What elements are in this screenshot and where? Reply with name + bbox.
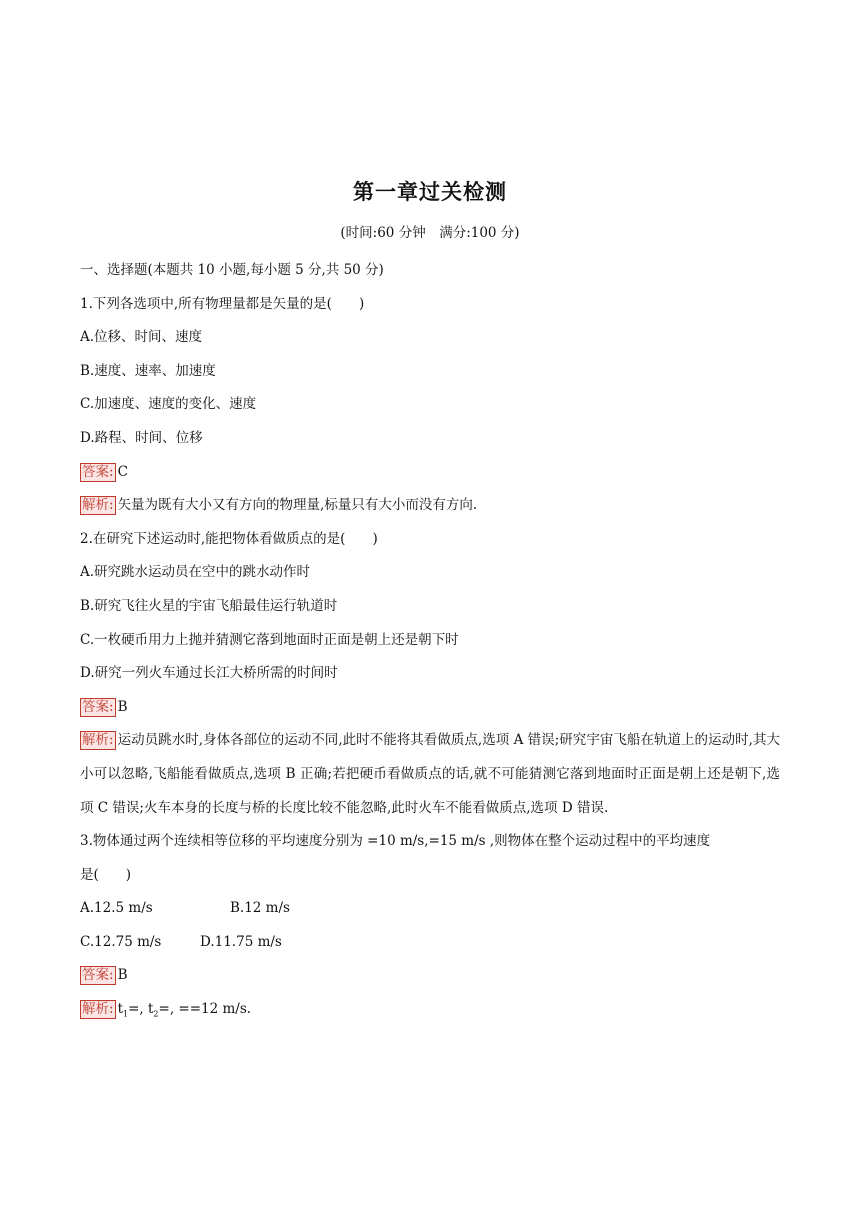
question-3-analysis bbox=[80, 993, 780, 1027]
question-1-option-d: D.路程、时间、位移 bbox=[80, 429, 203, 446]
question-3-options-row-2 bbox=[80, 926, 780, 960]
question-1-option-a: A.位移、时间、速度 bbox=[80, 329, 203, 346]
question-2-option-a: A.研究跳水运动员在空中的跳水动作时 bbox=[80, 564, 311, 581]
question-3-option-a: A.12.5 m/s bbox=[80, 900, 153, 917]
question-1-option-c: C.加速度、速度的变化、速度 bbox=[80, 396, 257, 413]
question-3-option-b: B.12 m/s bbox=[230, 900, 290, 917]
analysis-label: 解析: bbox=[82, 1001, 114, 1018]
answer-value: B bbox=[117, 698, 128, 715]
question-2-option-c: C.一枚硬币用力上抛并猜测它落到地面时正面是朝上还是朝下时 bbox=[80, 631, 459, 648]
question-3-answer bbox=[80, 959, 780, 993]
analysis-formula: $t_1=$, $t_2=$, ==12 m/s. bbox=[117, 1001, 252, 1019]
question-2-option-d: D.研究一列火车通过长江大桥所需的时间时 bbox=[80, 665, 338, 682]
answer-label: 答案: bbox=[82, 463, 114, 480]
answer-value: C bbox=[117, 463, 128, 480]
question-3-option-d: D.11.75 m/s bbox=[200, 933, 282, 950]
question-1-analysis bbox=[80, 489, 780, 523]
question-3-options-row-1 bbox=[80, 892, 780, 926]
question-1-option-b: B.速度、速率、加速度 bbox=[80, 362, 216, 379]
question-2-analysis bbox=[80, 724, 780, 825]
question-1-stem: 1.下列各选项中,所有物理量都是矢量的是( ) bbox=[80, 295, 365, 312]
answer-label: 答案: bbox=[82, 698, 114, 715]
exam-info: (时间:60 分钟 满分:100 分) bbox=[340, 225, 520, 241]
document-body bbox=[80, 254, 780, 1027]
question-2-answer bbox=[80, 691, 780, 725]
analysis-label: 解析: bbox=[82, 732, 114, 749]
answer-value: B bbox=[117, 967, 128, 984]
question-3-option-c: C.12.75 m/s bbox=[80, 933, 162, 950]
section-heading: 一、选择题(本题共 10 小题,每小题 5 分,共 50 分) bbox=[80, 262, 384, 278]
question-3-stem-cont: 是( ) bbox=[80, 866, 132, 883]
answer-label: 答案: bbox=[82, 967, 114, 984]
page-title: 第一章过关检测 bbox=[353, 180, 507, 204]
analysis-text: 运动员跳水时,身体各部位的运动不同,此时不能将其看做质点,选项 A 错误;研究宇宙飞船在轨道上的运动时,其大小可以忽略,飞船能看做质点,选项 B 正确;若把硬币看做质点的话,就不可能猜测它落到地面时正面是朝上还是朝下,选项 C 错误;火车本身的长度与桥的长度比较不能忽略,此时火车不能看做质点,选项 D 错误. bbox=[80, 732, 780, 816]
question-2-option-b: B.研究飞往火星的宇宙飞船最佳运行轨道时 bbox=[80, 597, 338, 614]
question-1-answer bbox=[80, 456, 780, 490]
analysis-text: 矢量为既有大小又有方向的物理量,标量只有大小而没有方向. bbox=[117, 497, 478, 514]
question-3-stem: 3.物体通过两个连续相等位移的平均速度分别为 =10 m/s,=15 m/s ,则物体在整个运动过程中的平均速度 bbox=[80, 833, 711, 850]
question-2-stem: 2.在研究下述运动时,能把物体看做质点的是( ) bbox=[80, 530, 378, 547]
analysis-label: 解析: bbox=[82, 497, 114, 514]
